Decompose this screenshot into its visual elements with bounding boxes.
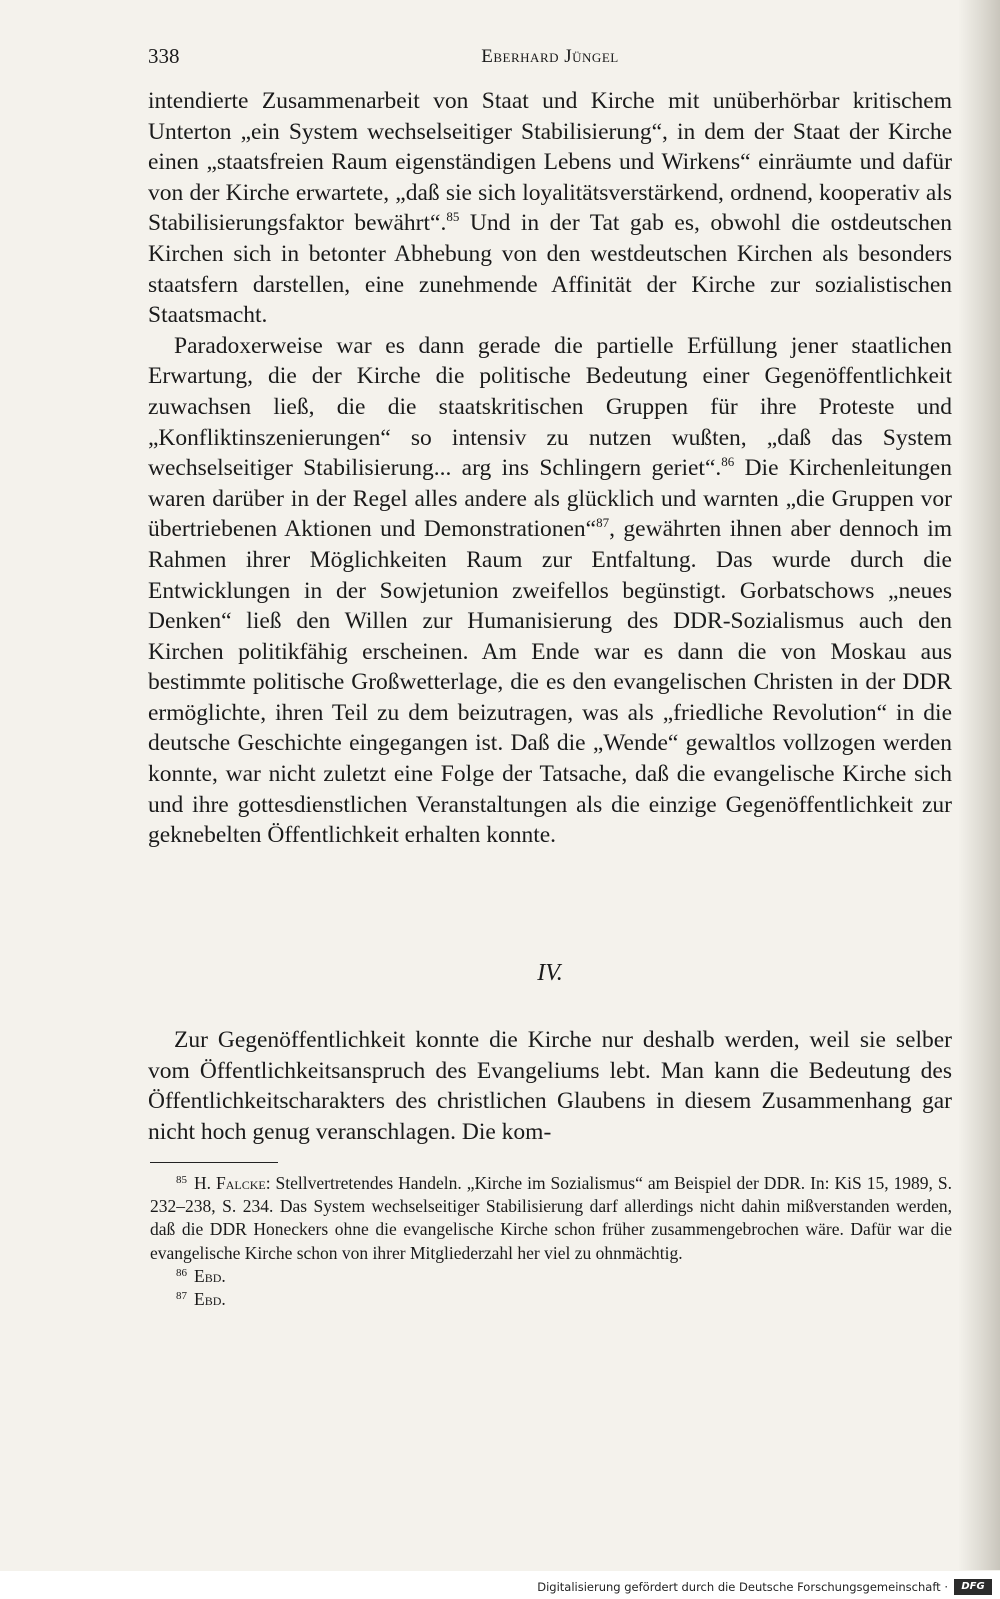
footnote-number: 87	[176, 1290, 187, 1303]
footnote-author: H. Falcke	[194, 1173, 266, 1193]
digitization-footer	[0, 1571, 1000, 1599]
section-heading: IV.	[537, 960, 563, 986]
footnote-86	[150, 1265, 952, 1288]
digitization-note: Digitalisierung gefördert durch die Deutsche Forschungsgemeinschaft ·	[537, 1580, 948, 1594]
footnote-author: Ebd.	[194, 1265, 226, 1286]
paragraph-1: intendierte Zusammenarbeit von Staat und Kirche mit unüberhörbar kritischem Unterton „ein System wechselseitiger Stabilisierung“, in dem der Staat der Kirche einen „staatsfreien Raum eigenständigen Lebens und Wirkens“ einräumte und dafür von der Kirche erwartete, „daß sie sich loyalitätsverstärkend, ordnend, kooperativ als Stabilisierungsfaktor bewährt“.$^{85}$ Und in der Tat gab es, obwohl die ostdeutschen Kirchen sich in betonter Abhebung von den westdeutschen Kirchen als besonders staatsfern darstellen, eine zunehmende Affinität der Kirche zur sozialistischen Staatsmacht.	[148, 88, 952, 329]
footnote-85	[150, 1172, 952, 1265]
footnote-author: Ebd.	[194, 1289, 226, 1310]
page-number: 338	[148, 44, 180, 68]
main-text	[148, 86, 952, 851]
footnote-ref-86[interactable]: 86	[721, 454, 735, 470]
paragraph-2: Paradoxerweise war es dann gerade die partielle Erfüllung jener staatlichen Erwartung, die der Kirche die politische Bedeutung einer Gegenöffentlichkeit zuwachsen ließ, die die staatskritischen Gruppen für ihre Proteste und „Konfliktinszenierungen“ so intensiv zu nutzen wußten, „daß das System wechselseitiger Stabilisierung... arg ins Schlingern geriet“.$^{86}$ Die Kirchenleitungen waren darüber in der Regel alles andere als glücklich und warnten „die Gruppen vor übertriebenen Aktionen und Demonstrationen“$^{87}$, gewährten ihnen aber dennoch im Rahmen ihrer Möglichkeiten Raum zur Entfaltung. Das wurde durch die Entwicklungen in der Sowjetunion zweifellos begünstigt. Gorbatschows „neues Denken“ ließ den Willen zur Humanisierung des DDR-Sozialismus auch den Kirchen politikfähig erscheinen. Am Ende war es dann die von Moskau aus bestimmte politische Großwetterlage, die es den evangelischen Christen in der DDR ermöglichte, ihren Teil zu dem beizutragen, was als „friedliche Revolution“ in die deutsche Geschichte eingegangen ist. Daß die „Wende“ gewaltlos vollzogen werden konnte, war nicht zuletzt eine Folge der Tatsache, daß die evangelische Kirche sich und ihre gottesdienstlichen Veranstaltungen als die einzige Gegenöffentlichkeit zur geknebelten Öffentlichkeit erhalten konnte.	[148, 332, 953, 849]
footnote-number: 86	[176, 1266, 187, 1279]
footnote-ref-85[interactable]: 85	[446, 209, 460, 225]
footnote-divider	[150, 1162, 278, 1163]
footnotes	[150, 1172, 952, 1311]
paragraph-3: Zur Gegenöffentlichkeit konnte die Kirche nur deshalb werden, weil sie selber vom Öffentlichkeitsanspruch des Evangeliums lebt. Man kann die Bedeutung des Öffentlichkeitscharakters des christlichen Glaubens in diesem Zusammenhang gar nicht hoch genug veranschlagen. Die kom-	[148, 1027, 952, 1145]
footnote-87	[150, 1288, 952, 1311]
footnote-ref-87[interactable]: 87	[596, 515, 610, 531]
footnote-text: : Stellvertretendes Handeln. „Kirche im Sozialismus“ am Beispiel der DDR. In: KiS 15, 1989, S. 232–238, S. 234. Das System wechselseitiger Stabilisierung darf allerdings nicht dahin mißverstanden werden, daß die DDR Honeckers ohne die evangelische Kirche schon früher zusammengebrochen wäre. Dafür war die evangelische Kirche schon von ihrer Mitgliederzahl her viel zu ohnmächtig.	[150, 1173, 952, 1263]
dfg-logo-icon: DFG	[954, 1579, 992, 1595]
page-header	[148, 44, 952, 74]
section-text	[148, 1025, 952, 1147]
footnote-number: 85	[176, 1174, 187, 1186]
page-edge-shadow	[958, 0, 1000, 1570]
running-head: Eberhard Jüngel	[481, 46, 619, 67]
